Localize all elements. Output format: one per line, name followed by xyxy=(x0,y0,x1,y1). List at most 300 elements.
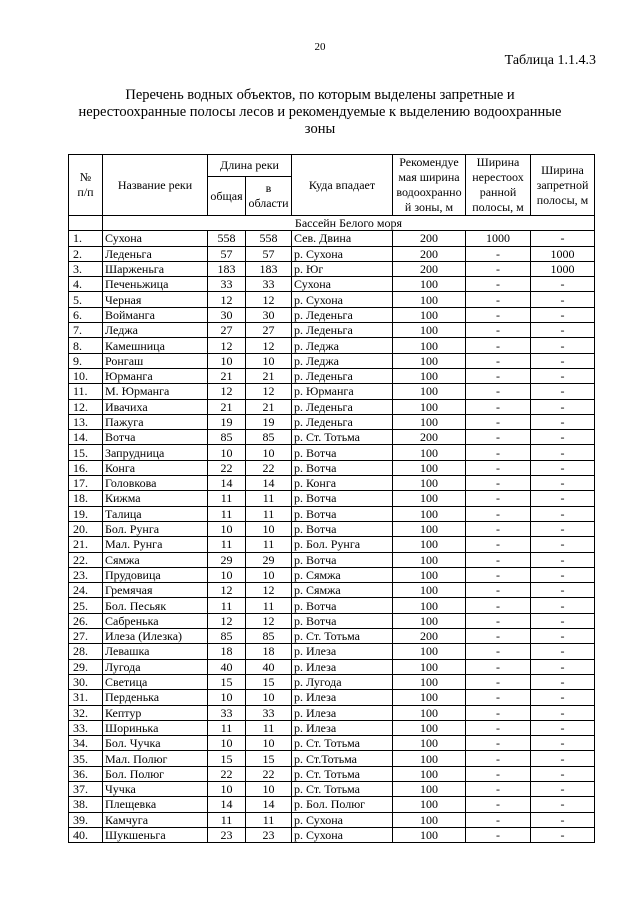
header-spawning-strip-width xyxy=(466,155,531,216)
length-region-cell: 15 xyxy=(246,751,292,766)
table-row xyxy=(69,827,595,842)
title-line: Перечень водных объектов, по которым выделены запретные и xyxy=(125,87,515,103)
header-line: нерестоох xyxy=(472,170,524,184)
length-region-cell: 183 xyxy=(246,261,292,276)
prohibited-strip-width-cell: - xyxy=(531,659,595,674)
table-row xyxy=(69,751,595,766)
river-name-cell: Головкова xyxy=(103,476,208,491)
flows-into-cell: р. Вотча xyxy=(292,552,393,567)
flows-into-cell: р. Ст. Тотьма xyxy=(292,781,393,796)
length-region-cell: 33 xyxy=(246,705,292,720)
spawning-strip-width-cell: - xyxy=(466,598,531,613)
prohibited-strip-width-cell: - xyxy=(531,629,595,644)
row-number-cell: 34. xyxy=(69,736,103,751)
prohibited-strip-width-cell: - xyxy=(531,567,595,582)
spawning-strip-width-cell: - xyxy=(466,552,531,567)
flows-into-cell: р. Сухона xyxy=(292,246,393,261)
water-zone-width-cell: 100 xyxy=(393,690,466,705)
row-number-cell: 39. xyxy=(69,812,103,827)
river-name-cell: Шарженьга xyxy=(103,261,208,276)
length-region-cell: 15 xyxy=(246,674,292,689)
flows-into-cell: р. Ст. Тотьма xyxy=(292,629,393,644)
water-zone-width-cell: 100 xyxy=(393,720,466,735)
spawning-strip-width-cell: - xyxy=(466,567,531,582)
prohibited-strip-width-cell: - xyxy=(531,674,595,689)
length-total-cell: 33 xyxy=(208,705,246,720)
river-name-cell: Светица xyxy=(103,674,208,689)
river-name-cell: М. Юрманга xyxy=(103,384,208,399)
table-row xyxy=(69,323,595,338)
flows-into-cell: р. Илеза xyxy=(292,720,393,735)
table-row xyxy=(69,583,595,598)
spawning-strip-width-cell: - xyxy=(466,399,531,414)
header-line: полосы, м xyxy=(472,200,524,214)
row-number-cell: 18. xyxy=(69,491,103,506)
table-row xyxy=(69,644,595,659)
header-line: полосы, м xyxy=(536,192,589,207)
length-total-cell: 33 xyxy=(208,277,246,292)
river-name-cell: Левашка xyxy=(103,644,208,659)
prohibited-strip-width-cell: - xyxy=(531,368,595,383)
prohibited-strip-width-cell: - xyxy=(531,231,595,246)
flows-into-cell: р. Леденьга xyxy=(292,368,393,383)
spawning-strip-width-cell: - xyxy=(466,506,531,521)
prohibited-strip-width-cell: - xyxy=(531,583,595,598)
length-region-cell: 12 xyxy=(246,292,292,307)
row-number-cell: 15. xyxy=(69,445,103,460)
water-zone-width-cell: 100 xyxy=(393,766,466,781)
spawning-strip-width-cell: - xyxy=(466,368,531,383)
table-row xyxy=(69,384,595,399)
prohibited-strip-width-cell: - xyxy=(531,598,595,613)
river-name-cell: Илеза (Илезка) xyxy=(103,629,208,644)
flows-into-cell: р. Ст. Тотьма xyxy=(292,736,393,751)
length-region-cell: 10 xyxy=(246,445,292,460)
water-zone-width-cell: 100 xyxy=(393,353,466,368)
flows-into-cell: р. Леденьга xyxy=(292,323,393,338)
prohibited-strip-width-cell: - xyxy=(531,307,595,322)
river-name-cell: Вотча xyxy=(103,430,208,445)
prohibited-strip-width-cell: - xyxy=(531,705,595,720)
water-zone-width-cell: 100 xyxy=(393,307,466,322)
spawning-strip-width-cell: - xyxy=(466,812,531,827)
length-region-cell: 11 xyxy=(246,812,292,827)
water-zone-width-cell: 100 xyxy=(393,659,466,674)
flows-into-cell: р. Юг xyxy=(292,261,393,276)
length-region-cell: 11 xyxy=(246,720,292,735)
length-total-cell: 85 xyxy=(208,430,246,445)
river-name-cell: Сухона xyxy=(103,231,208,246)
table-row xyxy=(69,353,595,368)
spawning-strip-width-cell: - xyxy=(466,583,531,598)
river-name-cell: Сабренька xyxy=(103,613,208,628)
water-zone-width-cell: 100 xyxy=(393,506,466,521)
row-number-cell: 30. xyxy=(69,674,103,689)
river-name-cell: Печеньжица xyxy=(103,277,208,292)
table-row xyxy=(69,338,595,353)
river-name-cell: Камчуга xyxy=(103,812,208,827)
river-name-cell: Пажуга xyxy=(103,414,208,429)
water-objects-table xyxy=(68,154,595,843)
prohibited-strip-width-cell: - xyxy=(531,644,595,659)
prohibited-strip-width-cell: - xyxy=(531,430,595,445)
table-row xyxy=(69,736,595,751)
length-region-cell: 21 xyxy=(246,368,292,383)
water-zone-width-cell: 100 xyxy=(393,552,466,567)
spawning-strip-width-cell: - xyxy=(466,736,531,751)
table-row xyxy=(69,476,595,491)
table-row xyxy=(69,277,595,292)
header-line: ранной xyxy=(479,185,517,199)
prohibited-strip-width-cell: - xyxy=(531,460,595,475)
river-name-cell: Мал. Рунга xyxy=(103,537,208,552)
flows-into-cell: р. Илеза xyxy=(292,690,393,705)
prohibited-strip-width-cell: - xyxy=(531,476,595,491)
river-name-cell: Талица xyxy=(103,506,208,521)
length-region-cell: 85 xyxy=(246,430,292,445)
prohibited-strip-width-cell: - xyxy=(531,736,595,751)
row-number-cell: 14. xyxy=(69,430,103,445)
length-region-cell: 11 xyxy=(246,598,292,613)
prohibited-strip-width-cell: - xyxy=(531,323,595,338)
spawning-strip-width-cell: - xyxy=(466,705,531,720)
row-number-cell: 7. xyxy=(69,323,103,338)
water-zone-width-cell: 100 xyxy=(393,445,466,460)
table-row xyxy=(69,521,595,536)
title-line: зоны xyxy=(304,121,336,137)
header-river-name: Название реки xyxy=(103,155,208,216)
water-zone-width-cell: 100 xyxy=(393,277,466,292)
length-total-cell: 10 xyxy=(208,567,246,582)
table-row xyxy=(69,307,595,322)
flows-into-cell: р. Сухона xyxy=(292,827,393,842)
length-total-cell: 10 xyxy=(208,353,246,368)
header-flows-into: Куда впадает xyxy=(292,155,393,216)
length-total-cell: 22 xyxy=(208,766,246,781)
flows-into-cell: р. Илеза xyxy=(292,644,393,659)
river-name-cell: Мал. Полюг xyxy=(103,751,208,766)
length-region-cell: 57 xyxy=(246,246,292,261)
length-total-cell: 23 xyxy=(208,827,246,842)
prohibited-strip-width-cell: - xyxy=(531,521,595,536)
flows-into-cell: р. Вотча xyxy=(292,460,393,475)
row-number-cell: 4. xyxy=(69,277,103,292)
table-row xyxy=(69,659,595,674)
spawning-strip-width-cell: - xyxy=(466,353,531,368)
table-row xyxy=(69,261,595,276)
row-number-cell: 40. xyxy=(69,827,103,842)
prohibited-strip-width-cell: - xyxy=(531,552,595,567)
spawning-strip-width-cell: - xyxy=(466,277,531,292)
spawning-strip-width-cell: - xyxy=(466,720,531,735)
row-number-cell: 20. xyxy=(69,521,103,536)
water-zone-width-cell: 100 xyxy=(393,781,466,796)
header-line: в xyxy=(265,181,272,196)
length-total-cell: 14 xyxy=(208,476,246,491)
river-name-cell: Ронгаш xyxy=(103,353,208,368)
water-zone-width-cell: 100 xyxy=(393,751,466,766)
flows-into-cell: р. Ст.Тотьма xyxy=(292,751,393,766)
row-number-cell: 33. xyxy=(69,720,103,735)
header-number-line: № xyxy=(79,170,92,184)
water-zone-width-cell: 100 xyxy=(393,613,466,628)
length-region-cell: 10 xyxy=(246,521,292,536)
table-row xyxy=(69,720,595,735)
prohibited-strip-width-cell: - xyxy=(531,399,595,414)
water-zone-width-cell: 200 xyxy=(393,430,466,445)
spawning-strip-width-cell: - xyxy=(466,476,531,491)
prohibited-strip-width-cell: - xyxy=(531,812,595,827)
table-row xyxy=(69,491,595,506)
row-number-cell: 19. xyxy=(69,506,103,521)
row-number-cell: 2. xyxy=(69,246,103,261)
prohibited-strip-width-cell: - xyxy=(531,751,595,766)
flows-into-cell: р. Сямжа xyxy=(292,583,393,598)
header-line: Ширина xyxy=(541,162,584,177)
length-total-cell: 30 xyxy=(208,307,246,322)
spawning-strip-width-cell: - xyxy=(466,797,531,812)
spawning-strip-width-cell: - xyxy=(466,307,531,322)
length-region-cell: 23 xyxy=(246,827,292,842)
river-name-cell: Ивачиха xyxy=(103,399,208,414)
spawning-strip-width-cell: - xyxy=(466,292,531,307)
length-total-cell: 15 xyxy=(208,674,246,689)
length-total-cell: 14 xyxy=(208,797,246,812)
row-number-cell: 1. xyxy=(69,231,103,246)
row-number-cell: 10. xyxy=(69,368,103,383)
flows-into-cell: р. Конга xyxy=(292,476,393,491)
table-row xyxy=(69,537,595,552)
table-row xyxy=(69,460,595,475)
length-total-cell: 22 xyxy=(208,460,246,475)
length-total-cell: 12 xyxy=(208,583,246,598)
spawning-strip-width-cell: - xyxy=(466,827,531,842)
row-number-cell: 12. xyxy=(69,399,103,414)
table-row xyxy=(69,766,595,781)
spawning-strip-width-cell: - xyxy=(466,261,531,276)
water-zone-width-cell: 100 xyxy=(393,476,466,491)
row-number-cell: 6. xyxy=(69,307,103,322)
row-number-cell: 23. xyxy=(69,567,103,582)
header-line: мая ширина xyxy=(398,170,460,184)
flows-into-cell: р. Ст. Тотьма xyxy=(292,766,393,781)
length-region-cell: 40 xyxy=(246,659,292,674)
row-number-cell: 11. xyxy=(69,384,103,399)
table-row xyxy=(69,705,595,720)
spawning-strip-width-cell: - xyxy=(466,338,531,353)
row-number-cell: 32. xyxy=(69,705,103,720)
prohibited-strip-width-cell: - xyxy=(531,445,595,460)
table-row xyxy=(69,506,595,521)
row-number-cell: 3. xyxy=(69,261,103,276)
length-region-cell: 14 xyxy=(246,476,292,491)
flows-into-cell: Сухона xyxy=(292,277,393,292)
flows-into-cell: р. Леджа xyxy=(292,353,393,368)
water-zone-width-cell: 100 xyxy=(393,414,466,429)
title-line: нерестоохранные полосы лесов и рекомендуемые к выделению водоохранные xyxy=(78,104,562,120)
flows-into-cell: р. Вотча xyxy=(292,521,393,536)
water-zone-width-cell: 100 xyxy=(393,567,466,582)
river-name-cell: Запрудница xyxy=(103,445,208,460)
river-name-cell: Прудовица xyxy=(103,567,208,582)
length-region-cell: 29 xyxy=(246,552,292,567)
flows-into-cell: р. Илеза xyxy=(292,659,393,674)
row-number-cell: 36. xyxy=(69,766,103,781)
table-row xyxy=(69,414,595,429)
table-row xyxy=(69,629,595,644)
prohibited-strip-width-cell: - xyxy=(531,292,595,307)
header-line: й зоны, м xyxy=(404,200,454,214)
length-total-cell: 29 xyxy=(208,552,246,567)
length-total-cell: 10 xyxy=(208,521,246,536)
length-total-cell: 57 xyxy=(208,246,246,261)
page-number: 20 xyxy=(314,41,326,53)
prohibited-strip-width-cell: - xyxy=(531,690,595,705)
header-number xyxy=(69,155,103,216)
spawning-strip-width-cell: - xyxy=(466,521,531,536)
length-total-cell: 27 xyxy=(208,323,246,338)
water-zone-width-cell: 100 xyxy=(393,736,466,751)
table-row xyxy=(69,797,595,812)
water-zone-width-cell: 200 xyxy=(393,261,466,276)
row-number-cell: 35. xyxy=(69,751,103,766)
row-number-cell: 27. xyxy=(69,629,103,644)
length-region-cell: 12 xyxy=(246,384,292,399)
flows-into-cell: р. Леденьга xyxy=(292,414,393,429)
river-name-cell: Шоринька xyxy=(103,720,208,735)
water-zone-width-cell: 100 xyxy=(393,399,466,414)
flows-into-cell: р. Вотча xyxy=(292,445,393,460)
river-name-cell: Конга xyxy=(103,460,208,475)
row-number-cell: 8. xyxy=(69,338,103,353)
prohibited-strip-width-cell: - xyxy=(531,797,595,812)
length-region-cell: 85 xyxy=(246,629,292,644)
basin-row xyxy=(69,216,595,231)
spawning-strip-width-cell: - xyxy=(466,751,531,766)
prohibited-strip-width-cell: - xyxy=(531,720,595,735)
table-row xyxy=(69,430,595,445)
table-label: Таблица 1.1.4.3 xyxy=(504,53,596,68)
prohibited-strip-width-cell: - xyxy=(531,613,595,628)
header-line: области xyxy=(248,196,289,211)
length-total-cell: 11 xyxy=(208,491,246,506)
flows-into-cell: р. Леджа xyxy=(292,338,393,353)
row-number-cell: 38. xyxy=(69,797,103,812)
length-region-cell: 10 xyxy=(246,353,292,368)
river-name-cell: Кижма xyxy=(103,491,208,506)
water-zone-width-cell: 200 xyxy=(393,246,466,261)
water-zone-width-cell: 100 xyxy=(393,537,466,552)
header-line: запретной xyxy=(536,177,589,192)
flows-into-cell: р. Сямжа xyxy=(292,567,393,582)
length-total-cell: 15 xyxy=(208,751,246,766)
table-row xyxy=(69,445,595,460)
header-line: Рекомендуе xyxy=(399,155,459,169)
row-number-cell: 37. xyxy=(69,781,103,796)
length-region-cell: 33 xyxy=(246,277,292,292)
length-region-cell: 10 xyxy=(246,781,292,796)
flows-into-cell: р. Илеза xyxy=(292,705,393,720)
row-number-cell: 22. xyxy=(69,552,103,567)
prohibited-strip-width-cell: - xyxy=(531,491,595,506)
water-zone-width-cell: 100 xyxy=(393,323,466,338)
length-region-cell: 10 xyxy=(246,567,292,582)
row-number-cell: 24. xyxy=(69,583,103,598)
length-region-cell: 18 xyxy=(246,644,292,659)
length-total-cell: 11 xyxy=(208,720,246,735)
length-region-cell: 10 xyxy=(246,736,292,751)
table-row xyxy=(69,231,595,246)
length-region-cell: 21 xyxy=(246,399,292,414)
prohibited-strip-width-cell: - xyxy=(531,827,595,842)
length-region-cell: 22 xyxy=(246,460,292,475)
river-name-cell: Сямжа xyxy=(103,552,208,567)
water-zone-width-cell: 100 xyxy=(393,797,466,812)
water-zone-width-cell: 100 xyxy=(393,338,466,353)
header-water-zone-width xyxy=(393,155,466,216)
length-total-cell: 19 xyxy=(208,414,246,429)
prohibited-strip-width-cell: - xyxy=(531,537,595,552)
row-number-cell: 31. xyxy=(69,690,103,705)
length-region-cell: 22 xyxy=(246,766,292,781)
river-name-cell: Войманга xyxy=(103,307,208,322)
row-number-cell: 25. xyxy=(69,598,103,613)
row-number-cell: 16. xyxy=(69,460,103,475)
table-row xyxy=(69,781,595,796)
spawning-strip-width-cell: - xyxy=(466,674,531,689)
spawning-strip-width-cell: 1000 xyxy=(466,231,531,246)
river-name-cell: Кептур xyxy=(103,705,208,720)
river-name-cell: Плещевка xyxy=(103,797,208,812)
water-zone-width-cell: 100 xyxy=(393,705,466,720)
spawning-strip-width-cell: - xyxy=(466,659,531,674)
flows-into-cell: р. Леденьга xyxy=(292,307,393,322)
length-region-cell: 11 xyxy=(246,491,292,506)
water-zone-width-cell: 100 xyxy=(393,521,466,536)
flows-into-cell: р. Сухона xyxy=(292,292,393,307)
length-region-cell: 10 xyxy=(246,690,292,705)
table-row xyxy=(69,613,595,628)
basin-cell: Бассейн Белого моря xyxy=(103,216,595,231)
table-row xyxy=(69,292,595,307)
table-row xyxy=(69,246,595,261)
water-zone-width-cell: 100 xyxy=(393,460,466,475)
water-zone-width-cell: 200 xyxy=(393,629,466,644)
spawning-strip-width-cell: - xyxy=(466,766,531,781)
length-total-cell: 10 xyxy=(208,445,246,460)
water-zone-width-cell: 100 xyxy=(393,292,466,307)
river-name-cell: Камешница xyxy=(103,338,208,353)
spawning-strip-width-cell: - xyxy=(466,414,531,429)
spawning-strip-width-cell: - xyxy=(466,430,531,445)
spawning-strip-width-cell: - xyxy=(466,781,531,796)
spawning-strip-width-cell: - xyxy=(466,644,531,659)
river-name-cell: Шукшеньга xyxy=(103,827,208,842)
length-total-cell: 183 xyxy=(208,261,246,276)
length-total-cell: 11 xyxy=(208,506,246,521)
row-number-cell: 9. xyxy=(69,353,103,368)
prohibited-strip-width-cell: - xyxy=(531,384,595,399)
water-zone-width-cell: 100 xyxy=(393,674,466,689)
water-zone-width-cell: 100 xyxy=(393,491,466,506)
flows-into-cell: р. Ст. Тотьма xyxy=(292,430,393,445)
spawning-strip-width-cell: - xyxy=(466,690,531,705)
flows-into-cell: р. Юрманга xyxy=(292,384,393,399)
length-total-cell: 12 xyxy=(208,384,246,399)
river-name-cell: Леджа xyxy=(103,323,208,338)
river-name-cell: Бол. Чучка xyxy=(103,736,208,751)
prohibited-strip-width-cell: - xyxy=(531,781,595,796)
